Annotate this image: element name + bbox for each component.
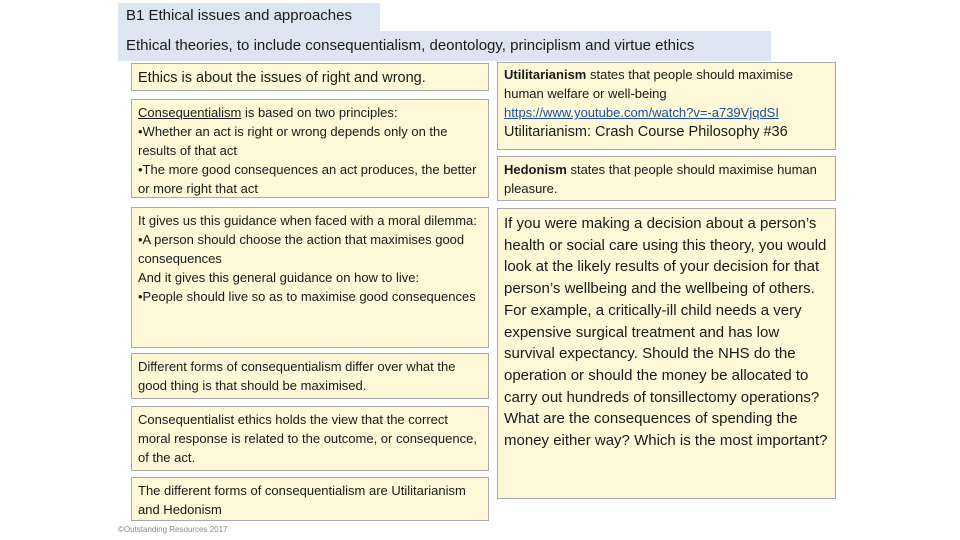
scenario-box	[497, 208, 836, 499]
forms-are-text: The different forms of consequentialism are Utilitarianism and Hedonism	[138, 483, 466, 517]
utilitarianism-term: Utilitarianism	[504, 67, 587, 82]
scenario-text: If you were making a decision about a person’s health or social care using this theory, you would look at the likely results of your decision for that person’s wellbeing and the wellbeing of others.	[504, 215, 827, 298]
consequentialism-term: Consequentialism	[138, 105, 242, 120]
guidance-line: It gives us this guidance when faced with a moral dilemma:	[138, 213, 477, 228]
copyright-note: ©Outstanding Resources 2017	[118, 525, 228, 534]
consequentialism-point: •Whether an act is right or wrong depends only on the results of that act	[138, 124, 448, 158]
intro-text: Ethics is about the issues of right and wrong.	[138, 70, 426, 86]
hedonism-text	[504, 160, 829, 198]
ethics-view-box	[131, 406, 489, 471]
consequentialism-point: •The more good consequences an act produces, the better or more right that act	[138, 162, 477, 196]
consequentialism-box	[131, 99, 489, 198]
hedonism-box	[497, 156, 836, 201]
consequentialism-heading	[138, 103, 482, 122]
utilitarianism-video-title: Utilitarianism: Crash Course Philosophy #36	[504, 124, 788, 140]
ethics-view-text: Consequentialist ethics holds the view that the correct moral response is related to the outcome, or consequence, of the act.	[138, 412, 477, 465]
slide-title: B1 Ethical issues and approaches	[118, 3, 380, 31]
utilitarianism-rest: states that people should maximise human welfare or well-being	[504, 67, 794, 101]
guidance-line: •A person should choose the action that maximises good consequences	[138, 232, 465, 266]
forms-are-box	[131, 477, 489, 521]
hedonism-term: Hedonism	[504, 162, 567, 177]
guidance-line: And it gives this general guidance on how to live:	[138, 270, 420, 285]
utilitarianism-text	[504, 65, 829, 103]
guidance-box	[131, 207, 489, 348]
utilitarianism-box	[497, 62, 836, 150]
hedonism-rest: states that people should maximise human pleasure.	[504, 162, 817, 196]
intro-box	[131, 63, 489, 91]
forms-differ-box	[131, 353, 489, 399]
utilitarianism-video-link[interactable]: https://www.youtube.com/watch?v=-a739VjqdSI	[504, 105, 779, 120]
forms-differ-text: Different forms of consequentialism differ over what the good thing is that should be maximised.	[138, 359, 456, 393]
slide-subtitle: Ethical theories, to include consequentialism, deontology, principlism and virtue ethics	[118, 31, 771, 61]
guidance-line: •People should live so as to maximise good consequences	[138, 289, 476, 304]
consequentialism-rest: is based on two principles:	[241, 105, 398, 120]
example-text: For example, a critically-ill child needs a very expensive surgical treatment and has low survival expectancy. Should the NHS do the operation or should the money be allocated to carry out hundreds of tonsillectomy operations? What are the consequences of spending the money either way? Which is the most important?	[504, 301, 828, 450]
